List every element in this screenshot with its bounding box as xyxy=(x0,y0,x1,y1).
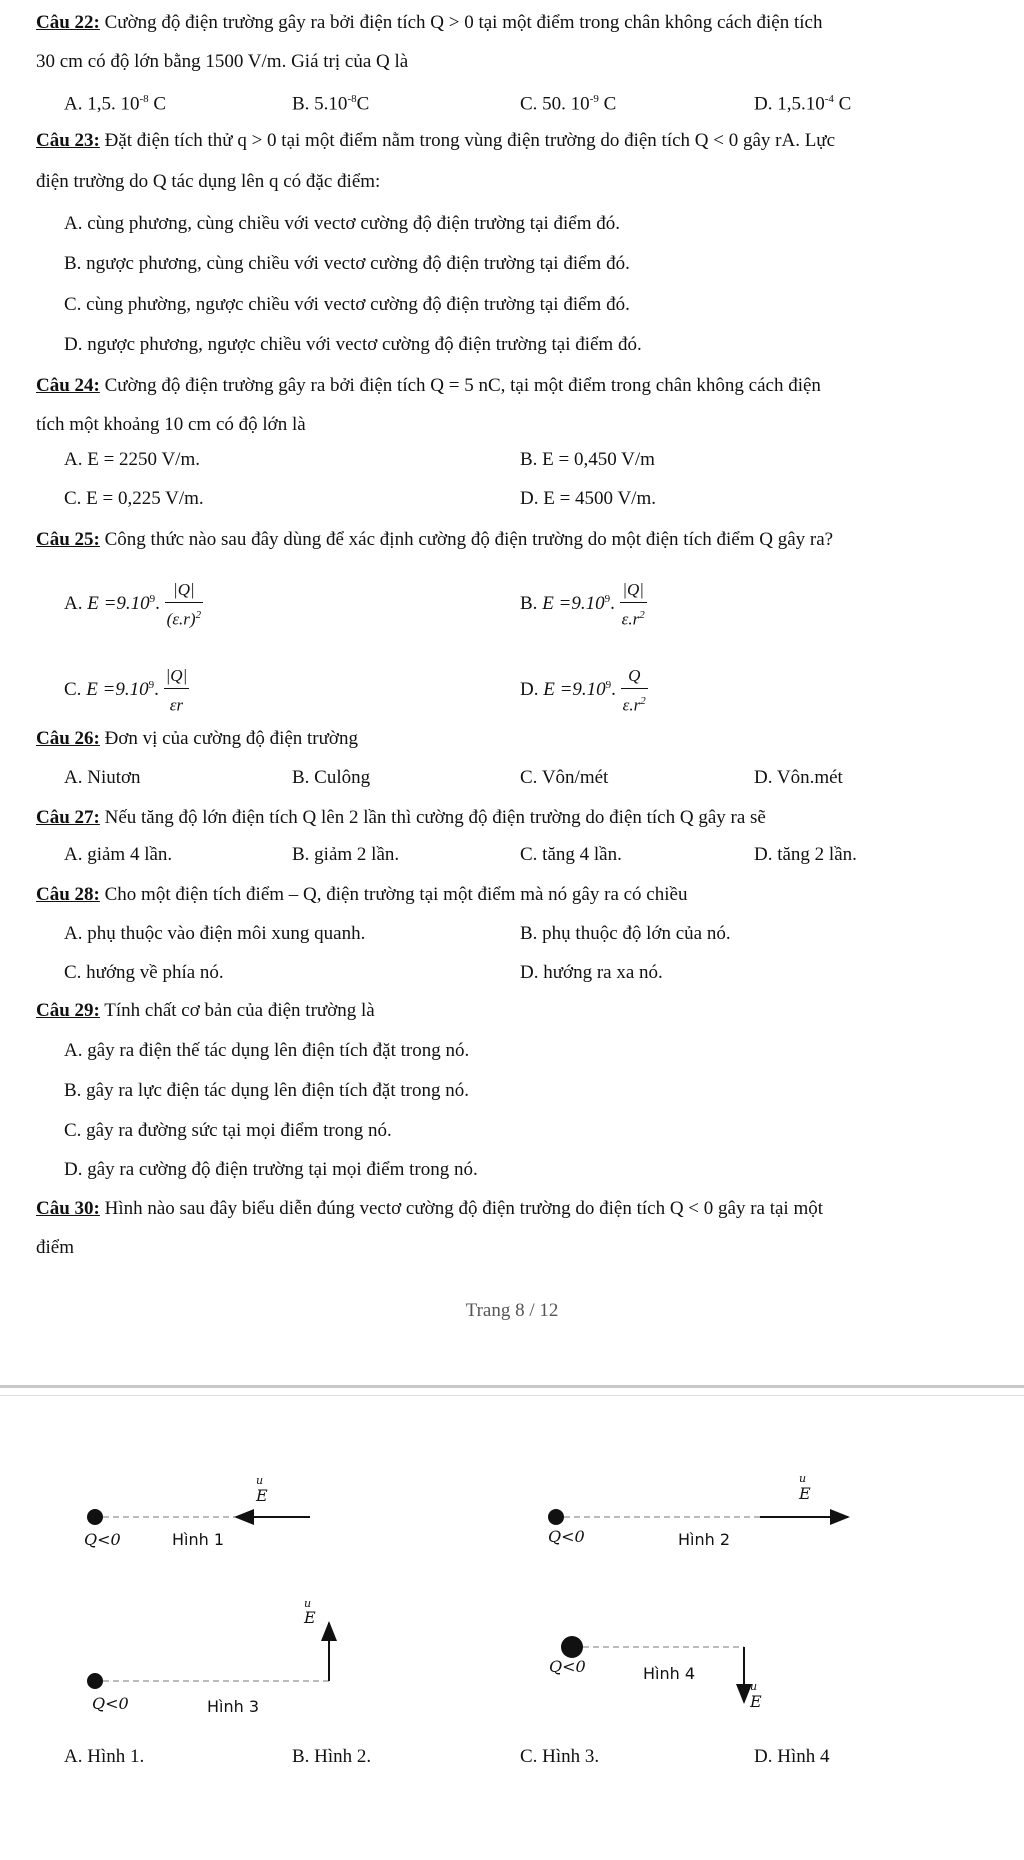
figure-3 xyxy=(87,1623,329,1689)
q22-option-b: B. $5.10^{-8}C$ xyxy=(292,93,370,115)
fig1-vector-label: E xyxy=(256,1486,268,1505)
q22-label: Câu 22: xyxy=(36,12,100,33)
q29-label: Câu 29: xyxy=(36,1000,100,1021)
q22-text-line2: 30 cm có độ lớn bằng 1500 V/m. Giá trị của Q là xyxy=(36,51,409,72)
q26-option-c: C. Vôn/mét xyxy=(520,767,609,788)
q22-option-a: A. 1,5. $10^{-8}$ C xyxy=(64,93,167,115)
q30-option-d: D. Hình 4 xyxy=(754,1746,830,1767)
fig4-vector-label: E xyxy=(750,1692,762,1711)
q24-option-d: D. E = 4500 V/m. xyxy=(520,488,656,509)
fig1-label: Hình 1 xyxy=(172,1530,225,1549)
q30-label: Câu 30: xyxy=(36,1198,100,1219)
q23-option-d: D. ngược phương, ngược chiều với vectơ cường độ điện trường tại điểm đó. xyxy=(64,334,642,355)
q29-option-b: B. gây ra lực điện tác dụng lên điện tích đặt trong nó. xyxy=(64,1080,469,1101)
q26-option-b: B. Culông xyxy=(292,767,371,788)
q28-text-line1 xyxy=(36,883,687,907)
q24-text-line1 xyxy=(36,374,821,398)
q24-option-c: C. E = 0,225 V/m. xyxy=(64,488,204,509)
q27-option-a: A. giảm 4 lần. xyxy=(64,844,173,865)
q29-text-line1 xyxy=(36,999,375,1023)
q22-option-c: C. 50. $10^{-9}$ C xyxy=(520,93,617,115)
q23-option-a: A. cùng phương, cùng chiều với vectơ cường độ điện trường tại điểm đó. xyxy=(64,213,621,234)
fig3-vector-label: E xyxy=(304,1608,316,1627)
q23-text-line2: điện trường do Q tác dụng lên q có đặc điểm: xyxy=(36,171,381,192)
q26-option-d: D. Vôn.mét xyxy=(754,767,843,788)
fig1-vector-mark: u xyxy=(256,1474,264,1487)
fig3-charge-dot xyxy=(87,1673,103,1689)
q27-option-b: B. giảm 2 lần. xyxy=(292,844,400,865)
q22-text1: Cường độ điện trường gây ra bởi điện tích Q > 0 tại một điểm trong chân không cách điện tích xyxy=(99,12,823,33)
q24-option-b: B. E = 0,450 V/m xyxy=(520,449,655,470)
figure-2 xyxy=(548,1509,848,1525)
q24-option-a: A. E = 2250 V/m. xyxy=(64,449,200,470)
q28-option-b: B. phụ thuộc độ lớn của nó. xyxy=(520,923,731,944)
fig3-charge-label: Q<0 xyxy=(92,1694,129,1713)
fig2-vector-label: E xyxy=(799,1484,811,1503)
page-separator xyxy=(0,1385,1024,1388)
q26-label: Câu 26: xyxy=(36,728,100,749)
q23-label: Câu 23: xyxy=(36,130,100,151)
q23-text-line1 xyxy=(36,129,835,153)
fig2-label: Hình 2 xyxy=(678,1530,731,1549)
fig2-charge-dot xyxy=(548,1509,564,1525)
q30-text-line2: điểm xyxy=(36,1237,74,1258)
q25-option-d: D. $E =9.10^9$. $\frac{Q}{\varepsilon.r^2}$ xyxy=(520,666,646,715)
fig4-charge-label: Q<0 xyxy=(549,1657,586,1676)
page-footer: Trang 8 / 12 xyxy=(465,1300,559,1321)
q26-text1: Đơn vị của cường độ điện trường xyxy=(99,728,358,749)
q26-option-a: A. Niutơn xyxy=(64,767,141,788)
fig2-vector-mark: u xyxy=(799,1472,807,1485)
q27-option-c: C. tăng 4 lần. xyxy=(520,844,622,865)
q30-option-c: C. Hình 3. xyxy=(520,1746,600,1767)
q27-option-d: D. tăng 2 lần. xyxy=(754,844,857,865)
fig4-charge-dot xyxy=(561,1636,583,1658)
q25-option-c: C. $E =9.10^9$. $\frac{|Q|}{\varepsilon r}$ xyxy=(64,666,188,715)
q25-option-b: B. $E =9.10^9$. $\frac{|Q|}{\varepsilon.r^2}$ xyxy=(520,580,645,629)
q24-text1: Cường độ điện trường gây ra bởi điện tích Q = 5 nC, tại một điểm trong chân không cách điện xyxy=(99,375,821,396)
q30-option-a: A. Hình 1. xyxy=(64,1746,145,1767)
q24-text-line2: tích một khoảng 10 cm có độ lớn là xyxy=(36,414,306,435)
q30-option-b: B. Hình 2. xyxy=(292,1746,372,1767)
q22-text-line1 xyxy=(36,11,822,35)
fig3-vector-mark: u xyxy=(304,1597,312,1610)
q28-option-d: D. hướng ra xa nó. xyxy=(520,962,663,983)
figures-svg xyxy=(0,1440,1024,1860)
q29-text1: Tính chất cơ bản của điện trường là xyxy=(99,1000,375,1021)
fig3-label: Hình 3 xyxy=(207,1697,260,1716)
q29-option-d: D. gây ra cường độ điện trường tại mọi điểm trong nó. xyxy=(64,1159,478,1180)
fig4-label: Hình 4 xyxy=(643,1664,696,1683)
q28-option-c: C. hướng về phía nó. xyxy=(64,962,224,983)
fig1-charge-dot xyxy=(87,1509,103,1525)
q26-text-line1 xyxy=(36,727,358,751)
q29-option-c: C. gây ra đường sức tại mọi điểm trong nó. xyxy=(64,1120,392,1141)
fig1-charge-label: Q<0 xyxy=(84,1530,121,1549)
q24-label: Câu 24: xyxy=(36,375,100,396)
q23-option-b: B. ngược phương, cùng chiều với vectơ cường độ điện trường tại điểm đó. xyxy=(64,253,630,274)
fig2-charge-label: Q<0 xyxy=(548,1527,585,1546)
q25-option-a: A. $E =9.10^9$. $\frac{|Q|}{(\varepsilon.r)^2}$ xyxy=(64,580,202,629)
page-separator-thin xyxy=(0,1395,1024,1396)
q25-text1: Công thức nào sau đây dùng để xác định cường độ điện trường do một điện tích điểm Q gây ra? xyxy=(99,529,834,550)
figure-1 xyxy=(87,1509,310,1525)
q25-label: Câu 25: xyxy=(36,529,100,550)
q30-text1: Hình nào sau đây biểu diễn đúng vectơ cường độ điện trường do điện tích Q < 0 gây ra tại một xyxy=(99,1198,824,1219)
q29-option-a: A. gây ra điện thế tác dụng lên điện tích đặt trong nó. xyxy=(64,1040,470,1061)
q28-label: Câu 28: xyxy=(36,884,100,905)
q27-text-line1 xyxy=(36,806,766,830)
q23-text1: Đặt điện tích thử q > 0 tại một điểm nằm trong vùng điện trường do điện tích Q < 0 gây rA. Lực xyxy=(99,130,836,151)
fig4-vector-mark: u xyxy=(750,1680,758,1693)
q23-option-c: C. cùng phường, ngược chiều với vectơ cường độ điện trường tại điểm đó. xyxy=(64,294,630,315)
q28-option-a: A. phụ thuộc vào điện môi xung quanh. xyxy=(64,923,366,944)
q27-text1: Nếu tăng độ lớn điện tích Q lên 2 lần thì cường độ điện trường do điện tích Q gây ra sẽ xyxy=(99,807,766,828)
q28-text1: Cho một điện tích điểm – Q, điện trường tại một điểm mà nó gây ra có chiều xyxy=(99,884,688,905)
q22-option-d: D. $1,5.10^{-4}$ C xyxy=(754,93,852,115)
q25-text-line1 xyxy=(36,528,833,552)
q27-label: Câu 27: xyxy=(36,807,100,828)
q30-text-line1 xyxy=(36,1197,823,1221)
